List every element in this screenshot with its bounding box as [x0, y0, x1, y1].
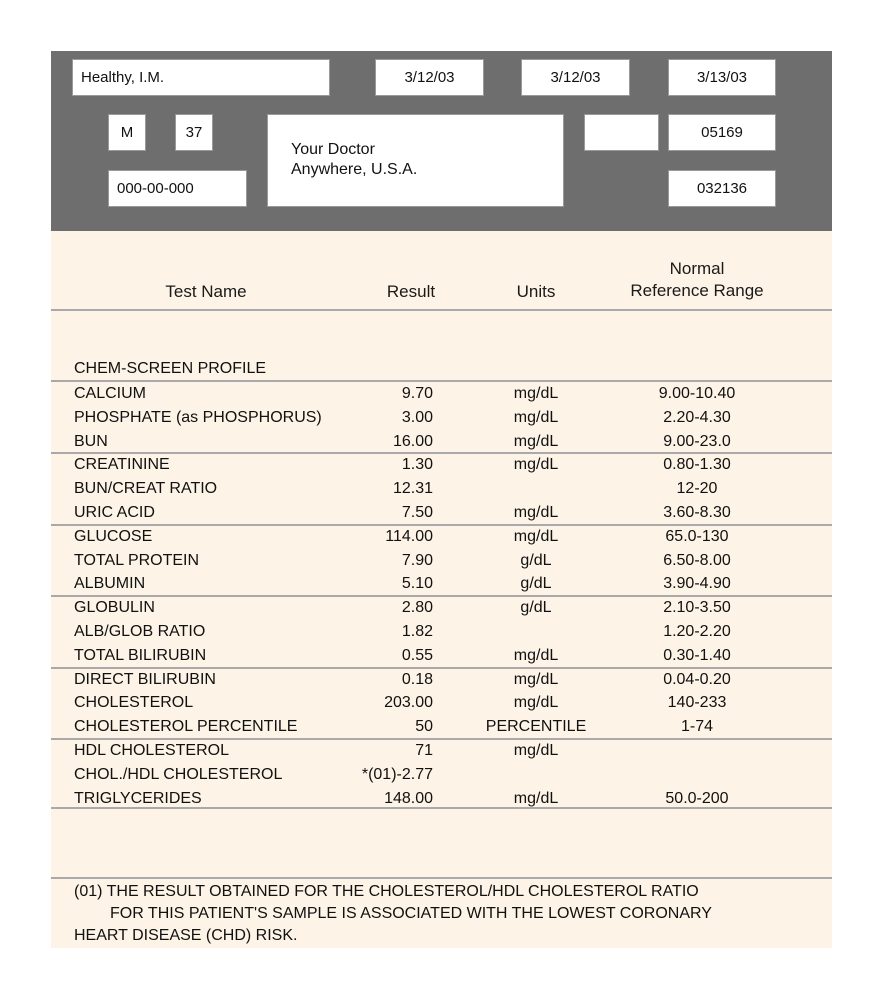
test-result: 5.10 — [401, 575, 433, 593]
test-name: CHOLESTEROL — [74, 694, 194, 712]
column-header-units: Units — [516, 282, 556, 301]
physician-field — [267, 114, 564, 207]
footnote-line2: FOR THIS PATIENT'S SAMPLE IS ASSOCIATED WITH THE LOWEST CORONARY — [110, 905, 712, 922]
test-name: GLUCOSE — [74, 527, 153, 545]
date-reported-field — [668, 59, 776, 96]
test-range: 12-20 — [676, 480, 718, 498]
test-result: 2.80 — [401, 599, 433, 617]
accession-field — [668, 114, 776, 151]
test-range: 0.30-1.40 — [663, 646, 731, 664]
footnote-line1: (01) THE RESULT OBTAINED FOR THE CHOLESTEROL/HDL CHOLESTEROL RATIO — [74, 883, 699, 900]
test-units: mg/dL — [513, 408, 559, 426]
test-name: ALBUMIN — [74, 575, 146, 593]
profile-title: CHEM-SCREEN PROFILE — [74, 360, 267, 377]
test-range: 3.60-8.30 — [663, 504, 731, 521]
table-row — [51, 644, 832, 667]
physician-location: Anywhere, U.S.A. — [291, 161, 418, 178]
test-name: GLOBULIN — [74, 599, 155, 617]
test-name: CALCIUM — [74, 385, 147, 402]
test-name: HDL CHOLESTEROL — [74, 742, 229, 759]
test-range: 140-233 — [667, 694, 727, 712]
header-rule — [51, 309, 832, 311]
date-received-field — [521, 59, 630, 96]
test-range: 2.20-4.30 — [663, 408, 731, 426]
footnote-line3: HEART DISEASE (CHD) RISK. — [74, 927, 298, 944]
physician-name: Your Doctor — [291, 141, 375, 158]
test-name: CHOLESTEROL PERCENTILE — [74, 718, 298, 736]
table-row — [51, 596, 832, 619]
test-units: mg/dL — [513, 504, 559, 521]
table-row — [51, 739, 832, 762]
table-row — [51, 501, 832, 524]
test-name: CHOL./HDL CHOLESTEROL — [74, 765, 283, 783]
profile-title-row — [51, 357, 832, 380]
test-range: 3.90-4.90 — [663, 575, 731, 593]
table-row — [51, 477, 832, 500]
date-collected: 3/12/03 — [404, 69, 455, 86]
table-row — [51, 549, 832, 572]
test-units: mg/dL — [513, 432, 559, 450]
test-range: 9.00-23.0 — [663, 432, 731, 450]
table-row — [51, 715, 832, 738]
test-range: 50.0-200 — [665, 789, 729, 807]
table-row — [51, 763, 832, 786]
patient-id: 000-00-000 — [117, 180, 194, 197]
requisition-field — [668, 170, 776, 207]
test-result: 114.00 — [385, 527, 433, 545]
footer-rule-bottom — [51, 877, 832, 879]
test-name: BUN — [74, 432, 108, 450]
test-units: mg/dL — [513, 670, 559, 688]
table-row — [51, 453, 832, 476]
column-header-range — [611, 258, 783, 302]
test-units: g/dL — [520, 575, 552, 593]
test-result: 12.31 — [392, 480, 433, 498]
test-units: g/dL — [520, 551, 552, 569]
lab-report — [51, 51, 832, 948]
range-header-line1: Normal — [669, 259, 725, 278]
test-name: TOTAL BILIRUBIN — [74, 646, 207, 664]
range-header-line2: Reference Range — [630, 281, 764, 300]
test-units: mg/dL — [513, 694, 559, 712]
footnote — [74, 881, 824, 947]
test-result: *(01)-2.77 — [361, 765, 433, 783]
test-name: CREATININE — [74, 456, 170, 474]
test-name: PHOSPHATE (as PHOSPHORUS) — [74, 408, 322, 426]
table-row — [51, 572, 832, 595]
column-header-test-name: Test Name — [165, 282, 247, 301]
table-row — [51, 525, 832, 548]
test-result: 203.00 — [384, 694, 433, 712]
test-range: 65.0-130 — [665, 527, 729, 545]
test-name: DIRECT BILIRUBIN — [74, 670, 216, 688]
blank-field — [584, 114, 659, 151]
table-row — [51, 382, 832, 405]
patient-id-field — [108, 170, 247, 207]
sex-field — [108, 114, 146, 151]
test-units: mg/dL — [513, 789, 559, 807]
requisition-number: 032136 — [696, 180, 748, 197]
column-header-result: Result — [386, 282, 436, 301]
patient-name: Healthy, I.M. — [81, 69, 165, 86]
test-result: 16.00 — [392, 432, 433, 450]
test-name: TOTAL PROTEIN — [74, 551, 200, 569]
test-name: URIC ACID — [74, 504, 155, 521]
test-result: 0.55 — [401, 646, 433, 664]
test-range: 2.10-3.50 — [663, 599, 731, 617]
test-result: 7.90 — [401, 551, 433, 569]
test-units: mg/dL — [513, 646, 559, 664]
test-range: 1-74 — [680, 718, 714, 736]
patient-name-field — [72, 59, 330, 96]
date-received: 3/12/03 — [550, 69, 601, 86]
test-units: mg/dL — [513, 527, 559, 545]
test-result: 1.30 — [401, 456, 433, 474]
test-result: 50 — [415, 718, 433, 736]
patient-header — [51, 51, 832, 231]
age-field — [175, 114, 213, 151]
test-range: 9.00-10.40 — [658, 385, 736, 402]
test-range: 0.80-1.30 — [663, 456, 731, 474]
patient-sex: M — [120, 124, 134, 141]
test-result: 3.00 — [401, 408, 433, 426]
test-result: 1.82 — [401, 623, 433, 640]
test-units: mg/dL — [513, 385, 559, 402]
test-units: mg/dL — [513, 742, 559, 759]
test-result: 0.18 — [401, 670, 433, 688]
test-range: 6.50-8.00 — [663, 551, 731, 569]
test-result: 71 — [415, 742, 433, 759]
test-units: g/dL — [520, 599, 552, 617]
test-result: 9.70 — [401, 385, 433, 402]
accession-number: 05169 — [701, 124, 743, 141]
table-row — [51, 620, 832, 643]
table-row — [51, 668, 832, 691]
test-units: mg/dL — [513, 456, 559, 474]
test-range: 0.04-0.20 — [663, 670, 731, 688]
test-name: TRIGLYCERIDES — [74, 789, 202, 807]
patient-age: 37 — [185, 124, 203, 141]
test-units: PERCENTILE — [485, 718, 587, 736]
date-collected-field — [375, 59, 484, 96]
test-range: 1.20-2.20 — [663, 623, 731, 640]
test-result: 148.00 — [384, 789, 433, 807]
footer-rule-top — [51, 807, 832, 809]
test-name: ALB/GLOB RATIO — [74, 623, 206, 640]
table-row — [51, 430, 832, 453]
table-row — [51, 691, 832, 714]
date-reported: 3/13/03 — [696, 69, 748, 86]
table-row — [51, 406, 832, 429]
test-name: BUN/CREAT RATIO — [74, 480, 218, 498]
test-result: 7.50 — [401, 504, 433, 521]
